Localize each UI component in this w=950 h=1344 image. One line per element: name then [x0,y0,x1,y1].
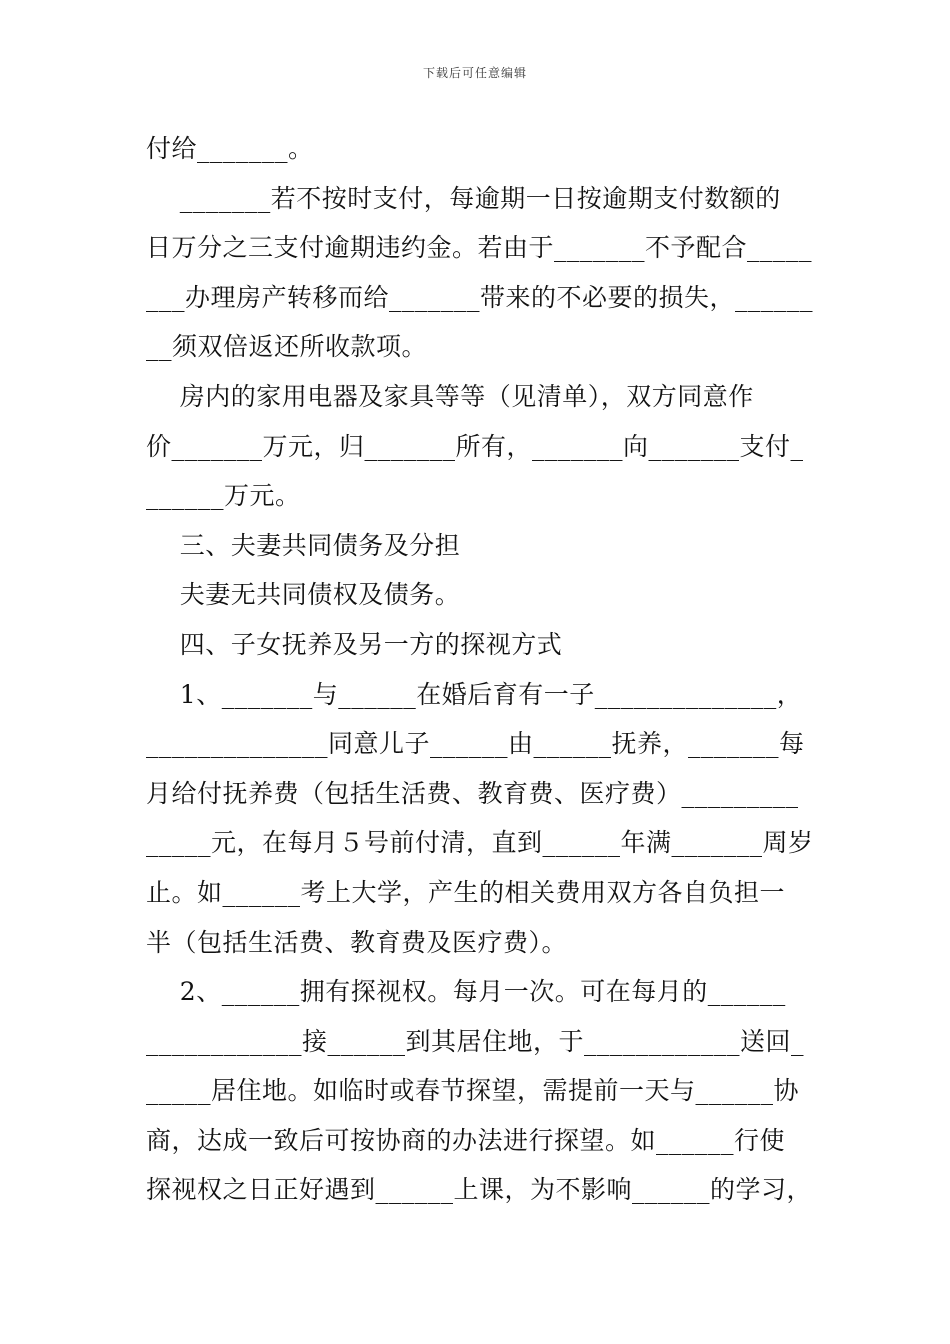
text-line: 月给付抚养费（包括生活费、教育费、医疗费）_________ [146,778,799,808]
text-line: 止。如______考上大学，产生的相关费用双方各自负担一 [146,877,786,907]
text-line: 探视权之日正好遇到______上课，为不影响______的学习， [146,1175,813,1205]
page-header: 下载后可任意编辑 [422,66,527,80]
text-line: 付给_______。 [146,134,314,163]
text-line: _____居住地。如临时或春节探望，需提前一天与______协 [146,1076,800,1106]
text-line: ______万元。 [146,481,301,511]
text-line: 1、_______与______在婚后育有一子______________， [146,679,803,709]
section-heading: 四、子女抚养及另一方的探视方式 [146,629,563,659]
text-line: ___办理房产转移而给_______带来的不必要的损失，______ [146,282,814,312]
section-heading: 三、夫妻共同债务及分担 [146,530,461,560]
text-line: 夫妻无共同债权及债务。 [146,580,461,610]
text-line: ______________同意儿子______由______抚养，_______每 [146,729,805,759]
text-line: 房内的家用电器及家具等等（见清单），双方同意作 [146,381,754,411]
text-line: __须双倍返还所收款项。 [146,332,428,362]
text-line: 日万分之三支付逾期违约金。若由于_______不予配合_____ [146,233,813,263]
text-line: _______若不按时支付，每逾期一日按逾期支付数额的 [146,183,781,213]
text-line: _____元，在每月５号前付清，直到______年满_______周岁 [146,828,814,858]
text-line: 价_______万元，归_______所有，_______向_______支付_ [146,431,804,461]
text-line: 2、______拥有探视权。每月一次。可在每月的______ [146,977,786,1007]
text-line: ____________接______到其居住地，于____________送回_ [146,1026,805,1056]
text-line: 半（包括生活费、教育费及医疗费）。 [146,927,568,957]
document-body [146,124,814,1215]
text-line: 商，达成一致后可按协商的办法进行探望。如______行使 [146,1125,786,1155]
